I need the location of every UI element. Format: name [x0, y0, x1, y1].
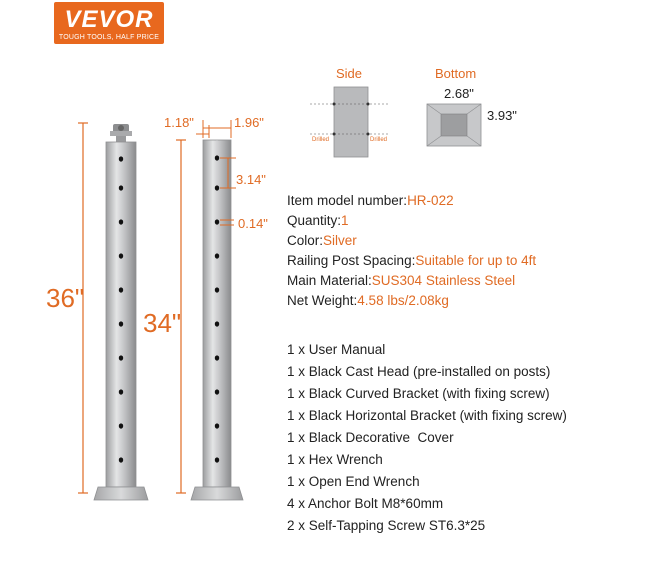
- model-number-value: HR-022: [407, 193, 454, 208]
- post-illustration: [0, 0, 300, 581]
- right-post: [191, 140, 243, 500]
- bottom-view-diagram: [425, 100, 485, 150]
- post-spacing-value: Suitable for up to 4ft: [415, 253, 537, 268]
- list-item: 1 x Open End Wrench: [287, 474, 420, 489]
- bottom-view-title: Bottom: [435, 66, 477, 81]
- color-value: Silver: [323, 233, 357, 248]
- post-height-label: 34": [143, 308, 182, 338]
- hole-size-label: 0.14": [238, 216, 268, 231]
- spec-row-post-spacing: Railing Post Spacing:Suitable for up to 4ft: [287, 253, 537, 268]
- spec-row-model: Item model number:HR-022: [287, 193, 454, 208]
- hole-spacing-label: 3.14": [236, 172, 266, 187]
- side-view-title: Side: [336, 66, 363, 81]
- bottom-height-label: 3.93": [487, 108, 517, 123]
- list-item: 2 x Self-Tapping Screw ST6.3*25: [287, 518, 486, 533]
- quantity-value: 1: [341, 213, 349, 228]
- left-post: [94, 124, 148, 500]
- spec-row-quantity: Quantity:1: [287, 213, 349, 228]
- material-value: SUS304 Stainless Steel: [371, 273, 516, 288]
- width-dimension-lines: [196, 120, 231, 138]
- list-item: 1 x User Manual: [287, 342, 386, 357]
- list-item: 4 x Anchor Bolt M8*60mm: [287, 496, 444, 511]
- total-height-label: 36": [46, 283, 85, 313]
- logo-tagline: TOUGH TOOLS, HALF PRICE: [58, 34, 160, 41]
- spec-row-material: Main Material:SUS304 Stainless Steel: [287, 273, 516, 288]
- weight-value: 4.58 lbs/2.08kg: [357, 293, 449, 308]
- list-item: 1 x Black Curved Bracket (with fixing screw): [287, 386, 550, 401]
- package-contents-list: [287, 339, 637, 537]
- list-item: 1 x Hex Wrench: [287, 452, 383, 467]
- spec-list: [287, 191, 637, 311]
- drilled-label-left: Drilled: [312, 137, 330, 143]
- spec-row-color: Color:Silver: [287, 233, 357, 248]
- list-item: 1 x Black Horizontal Bracket (with fixing screw): [287, 408, 567, 423]
- spec-row-weight: Net Weight:4.58 lbs/2.08kg: [287, 293, 449, 308]
- side-view-diagram: [300, 82, 410, 162]
- drilled-label-right: Drilled: [370, 137, 388, 143]
- bottom-width-label: 2.68": [444, 86, 474, 101]
- head-width-label: 1.18": [164, 115, 194, 130]
- post-width-label: 1.96": [234, 115, 264, 130]
- list-item: 1 x Black Cast Head (pre-installed on posts): [287, 364, 551, 379]
- logo-brand: VEVOR: [64, 6, 154, 33]
- list-item: 1 x Black Decorative Cover: [287, 430, 454, 445]
